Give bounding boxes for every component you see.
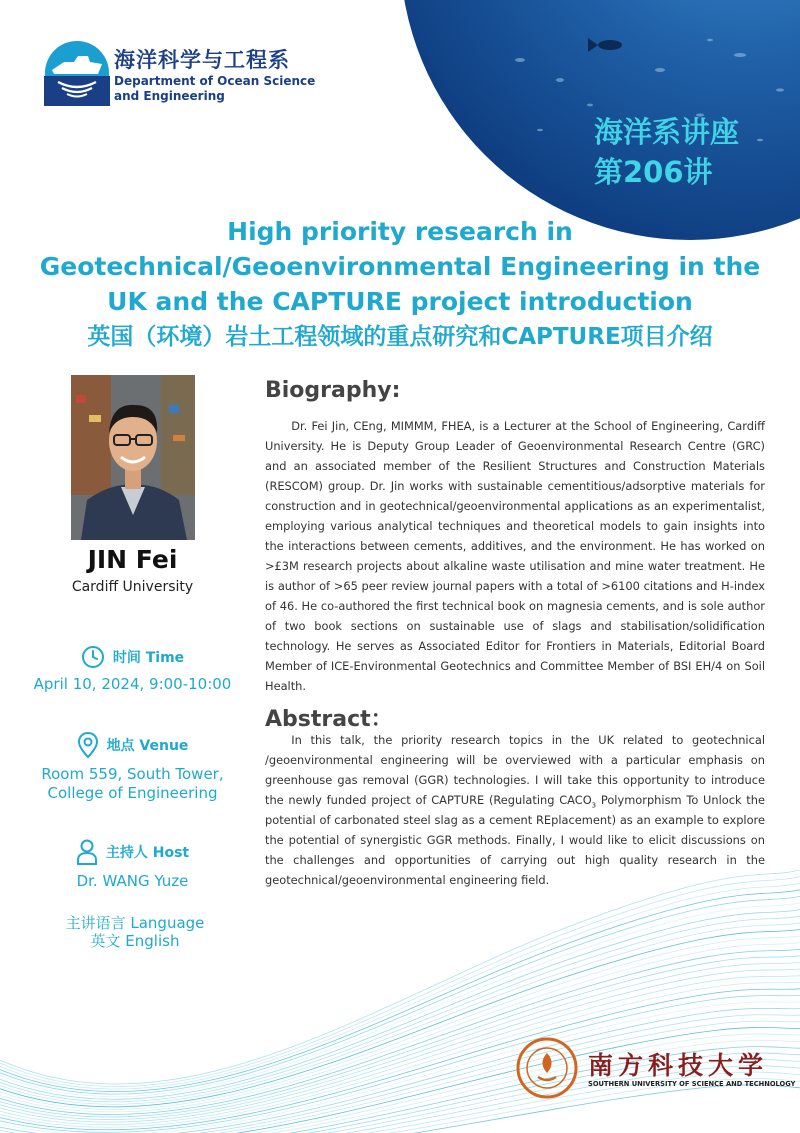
speaker-portrait (71, 375, 195, 540)
university-name-cn: 南方科技大学 (588, 1051, 769, 1080)
ship-wave-logo-icon (44, 40, 110, 106)
title-en-line-1: High priority research in (227, 217, 573, 246)
department-name-en (114, 74, 315, 104)
biography-text: Dr. Fei Jin, CEng, MIMMM, FHEA, is a Lecturer at the School of Engineering, Cardiff University. He is Deputy Group Leader of Geoenvironmental Research Centre (GRC) and an associated member of the Resilient Structures and Construction Materials (RESCOM) group. Dr. Jin works with sustainable cementitious/adsorptive materials for construction and in geotechnical/geoenvironmental applications as an experimentalist, employing various analytical techniques and theoretical models to gain insights into the interactions between cements, additives, and the environment. He has worked on >£3M research projects about alkaline waste utilisation and mine water treatment. He is author of >65 peer review journal papers with a total of >6100 citations and H-index of 46. He co-authored the first technical book on magnesia cements, and is sole author of two book sections on sustainable use of slags and stabilisation/solidification technology. He serves as Associated Editor for Frontiers in Materials, Editorial Board Member of ICE-Environmental Geotechnics and Committee Member of BSI EH/4 on Soil Health. (265, 419, 765, 693)
series-line-1: 海洋系讲座 (594, 115, 740, 149)
department-name-en-line-2: and Engineering (114, 89, 225, 103)
lecture-title (0, 214, 800, 355)
abstract-text (265, 730, 765, 890)
venue-section (0, 731, 265, 803)
person-icon (76, 838, 98, 866)
language-line-1: 主讲语言 Language (65, 914, 205, 932)
time-section (0, 645, 265, 694)
department-name-cn: 海洋科学与工程系 (114, 48, 290, 72)
clock-icon (81, 645, 105, 669)
abstract-text-part-2: Polymorphism To Unlock the potential of carbonated steel slag as a cement REplacement) as an example to explore the potential of synergistic GGR methods. Finally, I would like to elicit discussions on the challenges and opportunities of carrying out high quality research in the geotechnical/geoenvironmental engineering field. (265, 793, 766, 887)
abstract-text-part-1: In this talk, the priority research topics in the UK related to geotechnical /geoenvironmental engineering will be overviewed with a particular emphasis on greenhouse gas removal (GGR) technologies. I will take this opportunity to introduce the newly funded project of CAPTURE (Regulating CACO (265, 733, 765, 807)
series-line-2: 第206讲 (594, 155, 713, 189)
host-label: 主持人 Host (105, 845, 190, 861)
speaker-affiliation: Cardiff University (71, 579, 194, 595)
language-line-2: 英文 English (90, 932, 180, 950)
time-value: April 10, 2024, 9:00-10:00 (33, 675, 232, 693)
time-label: 时间 Time (112, 650, 185, 666)
location-pin-icon (77, 731, 99, 759)
speaker-photo (71, 375, 195, 540)
venue-line-2: College of Engineering (47, 784, 218, 802)
speaker-name: JIN Fei (87, 545, 178, 574)
abstract-subscript: 3 (591, 801, 597, 810)
title-en-line-3: UK and the CAPTURE project introduction (107, 287, 693, 316)
department-name-en-line-1: Department of Ocean Science (114, 74, 316, 88)
title-en-line-2: Geotechnical/Geoenvironmental Engineering in the (39, 252, 761, 281)
university-name-en: SOUTHERN UNIVERSITY OF SCIENCE AND TECHNOLOGY (588, 1080, 796, 1088)
host-value: Dr. WANG Yuze (76, 872, 189, 890)
lecture-series-label (594, 112, 739, 192)
abstract-heading: Abstract： (265, 707, 393, 732)
venue-value (0, 765, 265, 803)
venue-label: 地点 Venue (106, 738, 189, 754)
title-cn: 英国（环境）岩土工程领域的重点研究和CAPTURE项目介绍 (87, 324, 713, 350)
university-logo (516, 1040, 796, 1096)
biography-heading: Biography: (265, 378, 401, 403)
university-seal-icon (516, 1037, 578, 1099)
venue-line-1: Room 559, South Tower, (41, 765, 224, 783)
